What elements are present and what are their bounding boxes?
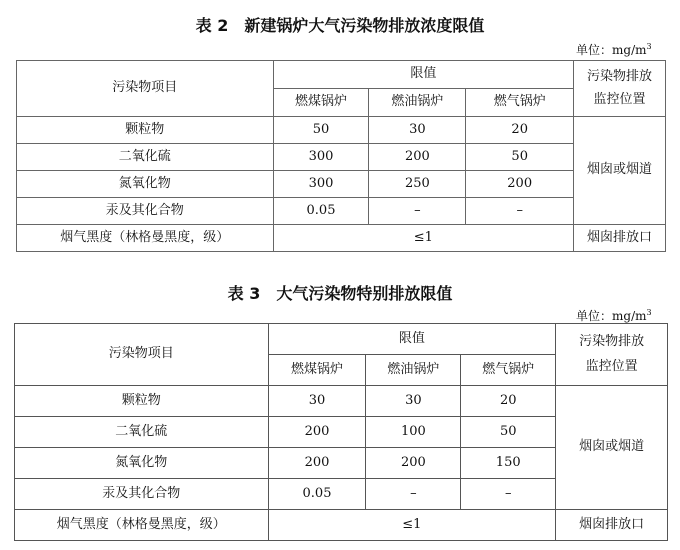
table3-cell-coal: 30: [268, 386, 366, 417]
table2-header-coal: 燃煤锅炉: [273, 89, 369, 117]
table3-cell-gas: 150: [461, 448, 556, 479]
table3-cell-oil: 30: [366, 386, 461, 417]
table-row: [17, 225, 666, 252]
table3-row-name: 氮氧化物: [15, 448, 269, 479]
table-row: [17, 144, 666, 171]
table3-cell-oil: –: [366, 479, 461, 510]
table3-cell-coal: 0.05: [268, 479, 366, 510]
table2-cell-gas: –: [466, 198, 574, 225]
table2-blackness-name: 烟气黑度（林格曼黑度，级）: [17, 225, 274, 252]
table3-cell-coal: 200: [268, 448, 366, 479]
table3-header-gas: 燃气锅炉: [461, 355, 556, 386]
table3-cell-oil: 200: [366, 448, 461, 479]
table3-cell-gas: –: [461, 479, 556, 510]
table2-cell-gas: 50: [466, 144, 574, 171]
table3-unit: [576, 307, 652, 324]
table2-unit-prefix: 单位：: [576, 43, 613, 57]
table3-title: 表 3 大气污染物特别排放限值: [227, 284, 453, 303]
table3-row-name: 二氧化硫: [15, 417, 269, 448]
table2-unit-base: mg/m: [612, 43, 647, 57]
table3-cell-oil: 100: [366, 417, 461, 448]
table3-blackness-name: 烟气黑度（林格曼黑度，级）: [15, 510, 269, 541]
table2-cell-gas: 20: [466, 117, 574, 144]
table2-row-name: 氮氧化物: [17, 171, 274, 198]
table2-cell-gas: 200: [466, 171, 574, 198]
table2-row-name: 颗粒物: [17, 117, 274, 144]
table-row: [15, 510, 668, 541]
table3-row-name: 汞及其化合物: [15, 479, 269, 510]
table2-header-monitor: [574, 61, 666, 117]
table2-header-oil: 燃油锅炉: [369, 89, 466, 117]
table-row: [17, 117, 666, 144]
table3: [14, 323, 668, 541]
table2-title: 表 2 新建锅炉大气污染物排放浓度限值: [195, 16, 485, 35]
table3-unit-prefix: 单位：: [576, 309, 613, 323]
table3-header-monitor-line1: 污染物排放: [579, 333, 645, 349]
table-row: [17, 171, 666, 198]
table2-header-monitor-line1: 污染物排放: [587, 68, 653, 84]
table3-blackness-value: ≤1: [268, 510, 556, 541]
table2-row-name: 汞及其化合物: [17, 198, 274, 225]
table2-header-limit: 限值: [273, 61, 574, 89]
table3-monitor-main: 烟囱或烟道: [556, 386, 668, 510]
table-row: [15, 386, 668, 417]
table3-cell-coal: 200: [268, 417, 366, 448]
table3-unit-exp: 3: [646, 308, 652, 317]
table3-row-name: 颗粒物: [15, 386, 269, 417]
table2-blackness-monitor: 烟囱排放口: [574, 225, 666, 252]
table2-cell-coal: 300: [273, 144, 369, 171]
table2-header-monitor-line2: 监控位置: [593, 91, 646, 107]
table3-cell-gas: 50: [461, 417, 556, 448]
table2-cell-oil: –: [369, 198, 466, 225]
table2-header-item: 污染物项目: [17, 61, 274, 117]
table2-cell-coal: 50: [273, 117, 369, 144]
table3-header-monitor: [556, 324, 668, 386]
table2-cell-oil: 30: [369, 117, 466, 144]
table2-header-gas: 燃气锅炉: [466, 89, 574, 117]
table3-header-monitor-line2: 监控位置: [585, 358, 638, 374]
table3-header-limit: 限值: [268, 324, 556, 355]
table3-unit-base: mg/m: [612, 309, 647, 323]
table3-header-oil: 燃油锅炉: [366, 355, 461, 386]
table3-blackness-monitor: 烟囱排放口: [556, 510, 668, 541]
table2: [16, 60, 666, 252]
table2-cell-coal: 300: [273, 171, 369, 198]
table2-cell-coal: 0.05: [273, 198, 369, 225]
table3-header-item: 污染物项目: [15, 324, 269, 386]
table-row: [17, 198, 666, 225]
table2-monitor-main: 烟囱或烟道: [574, 117, 666, 225]
table2-cell-oil: 200: [369, 144, 466, 171]
table2-row-name: 二氧化硫: [17, 144, 274, 171]
table3-cell-gas: 20: [461, 386, 556, 417]
table2-unit-exp: 3: [646, 42, 652, 51]
table2-unit: [576, 41, 652, 58]
table2-cell-oil: 250: [369, 171, 466, 198]
table3-header-coal: 燃煤锅炉: [268, 355, 366, 386]
table2-blackness-value: ≤1: [273, 225, 574, 252]
